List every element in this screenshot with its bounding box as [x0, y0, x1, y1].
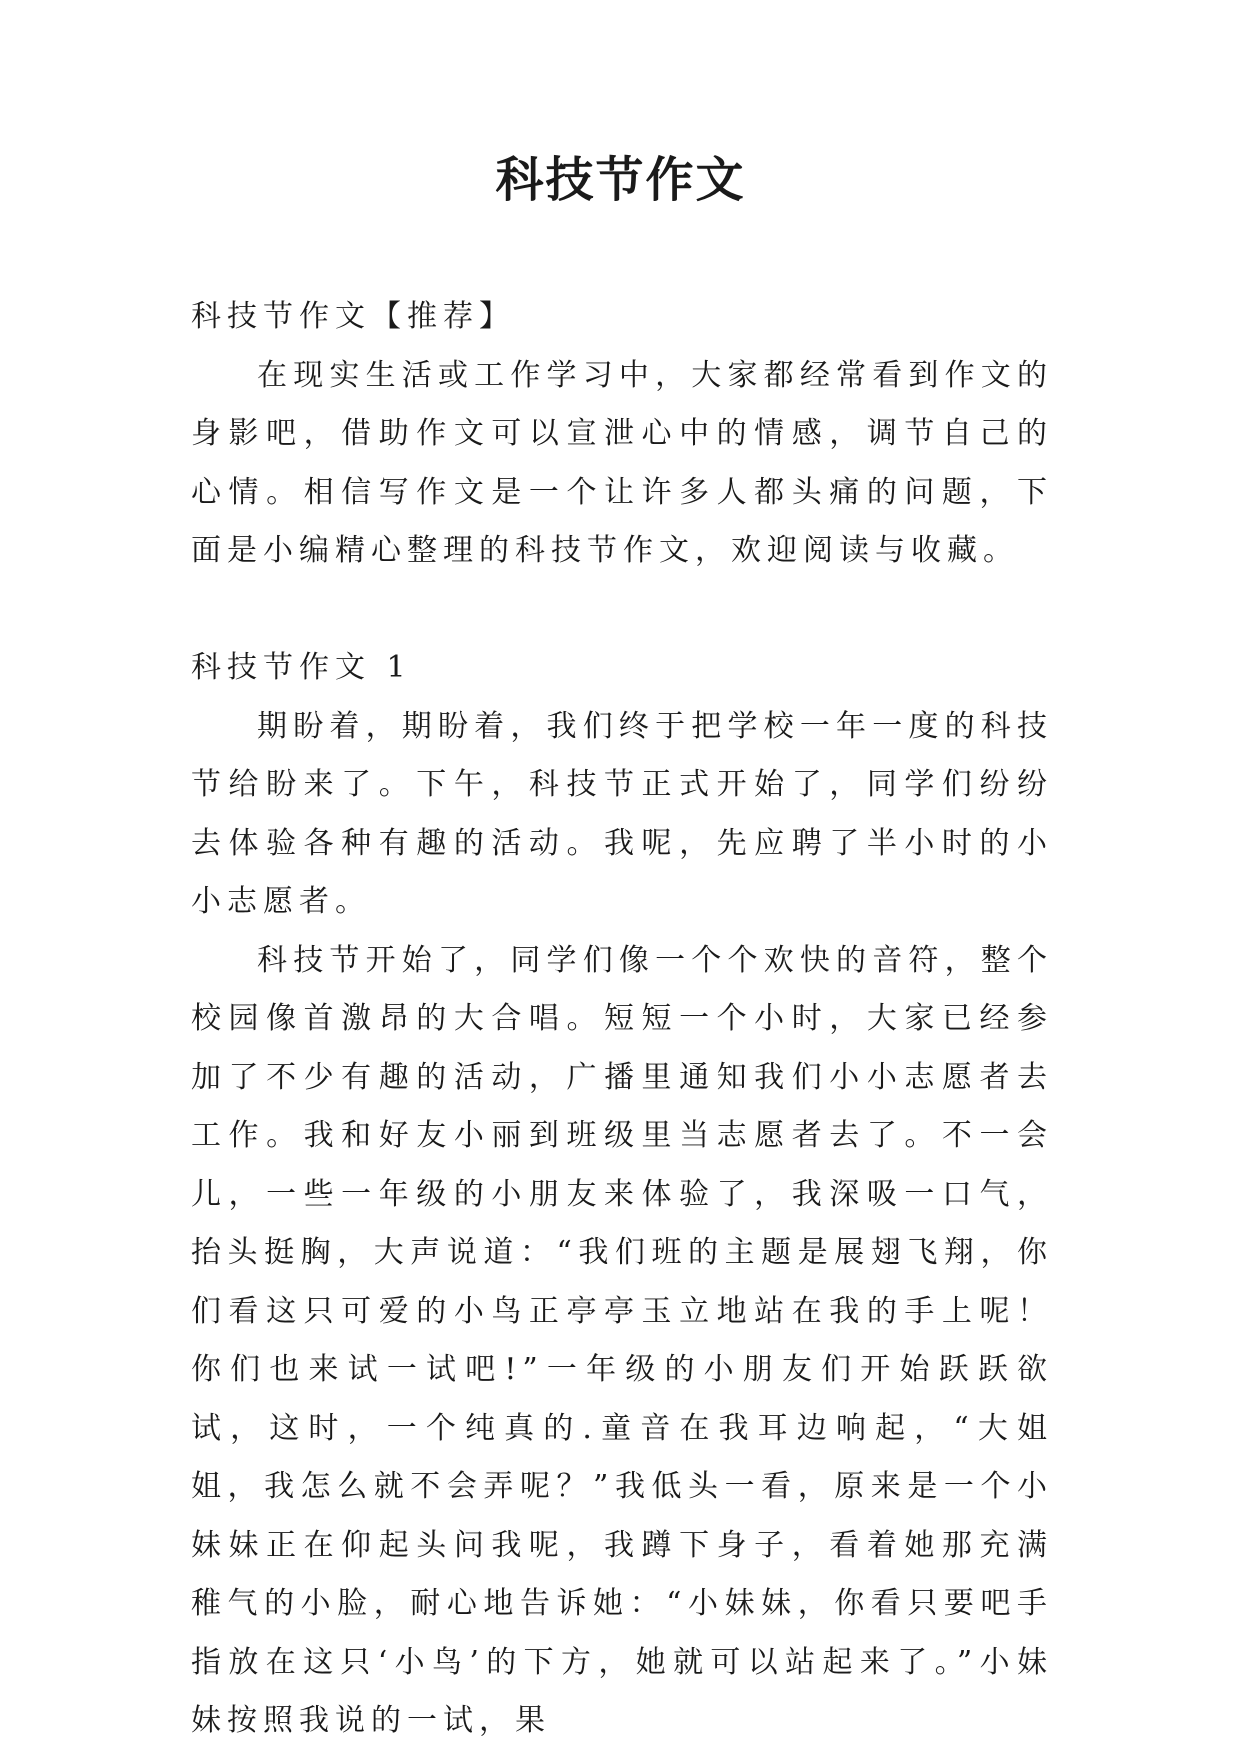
body-paragraph: 期盼着，期盼着，我们终于把学校一年一度的科技节给盼来了。下午，科技节正式开始了，同学们纷纷去体验各种有趣的活动。我呢，先应聘了半小时的小小志愿者。	[191, 708, 1053, 919]
document-subtitle: 科技节作文【推荐】	[191, 299, 515, 334]
section-heading: 科技节作文 1	[191, 650, 412, 685]
section-spacer	[191, 581, 1053, 640]
intro-paragraph: 在现实生活或工作学习中，大家都经常看到作文的身影吧，借助作文可以宣泄心中的情感，调节自己的心情。相信写作文是一个让许多人都头痛的问题，下面是小编精心整理的科技节作文，欢迎阅读与收藏。	[191, 357, 1053, 568]
body-paragraph: 科技节开始了，同学们像一个个欢快的音符，整个校园像首激昂的大合唱。短短一个小时，大家已经参加了不少有趣的活动，广播里通知我们小小志愿者去工作。我和好友小丽到班级里当志愿者去了。不一会儿，一些一年级的小朋友来体验了，我深吸一口气，抬头挺胸，大声说道：“我们班的主题是展翅飞翔，你们看这只可爱的小鸟正亭亭玉立地站在我的手上呢！你们也来试一试吧!”一年级的小朋友们开始跃跃欲试，这时，一个纯真的.童音在我耳边响起，“大姐姐，我怎么就不会弄呢？”我低头一看，原来是一个小妹妹正在仰起头问我呢，我蹲下身子，看着她那充满稚气的小脸，耐心地告诉她：“小妹妹，你看只要吧手指放在这只‘小鸟’的下方，她就可以站起来了。”小妹妹按照我说的一试，果	[191, 942, 1053, 1738]
document-body	[191, 288, 1053, 1751]
document-title: 科技节作文	[495, 152, 746, 208]
